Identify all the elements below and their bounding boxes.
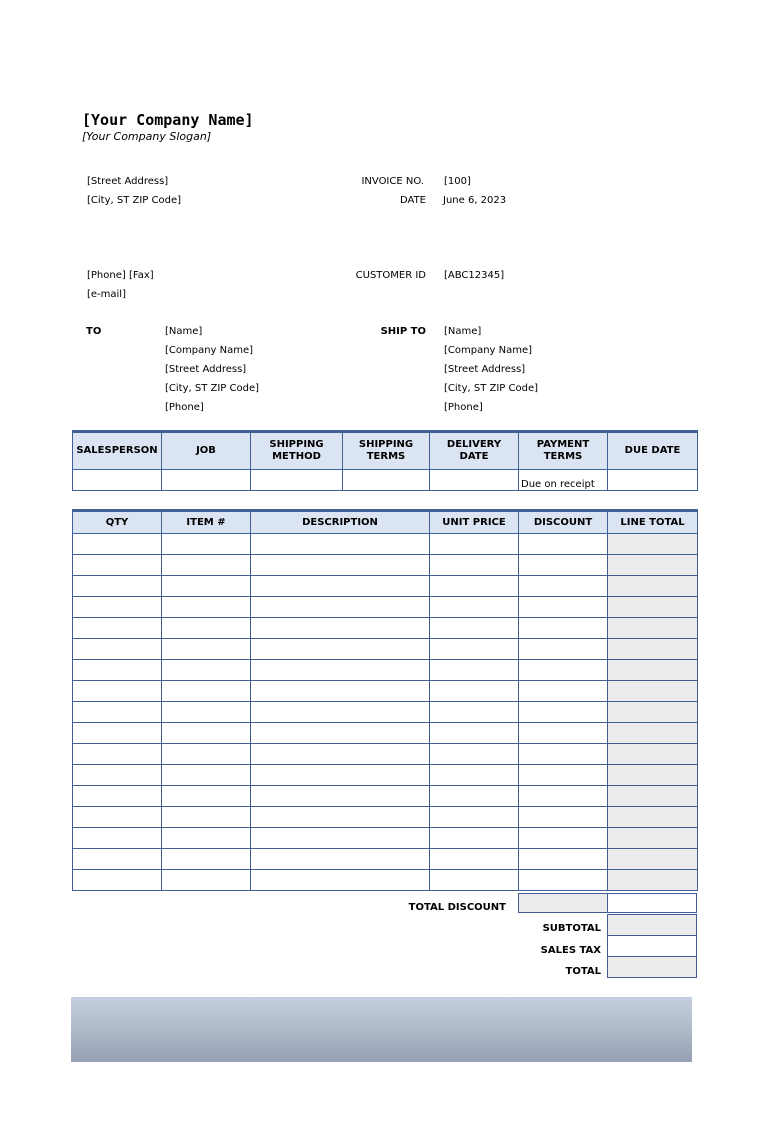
salesperson-cell[interactable]	[73, 470, 162, 491]
ship-to-label: SHIP TO	[380, 326, 426, 337]
unit-price-cell[interactable]	[430, 660, 519, 681]
sales-tax-label: SALES TAX	[540, 945, 601, 956]
description-cell[interactable]	[251, 555, 430, 576]
description-cell[interactable]	[251, 828, 430, 849]
unit-price-cell[interactable]	[430, 807, 519, 828]
unit-price-cell[interactable]	[430, 534, 519, 555]
table-row	[73, 849, 698, 870]
total-label: TOTAL	[565, 966, 601, 977]
item-number-cell[interactable]	[162, 534, 251, 555]
invoice-date-label: DATE	[399, 195, 426, 206]
qty-cell[interactable]	[73, 618, 162, 639]
due-date-cell[interactable]	[608, 470, 698, 491]
description-cell[interactable]	[251, 660, 430, 681]
discount-cell[interactable]	[519, 786, 608, 807]
discount-cell[interactable]	[519, 849, 608, 870]
line-total-cell	[608, 576, 698, 597]
description-cell[interactable]	[251, 870, 430, 891]
item-number-cell[interactable]	[162, 723, 251, 744]
unit-price-cell[interactable]	[430, 702, 519, 723]
discount-cell[interactable]	[519, 555, 608, 576]
qty-cell[interactable]	[73, 660, 162, 681]
table-row	[73, 534, 698, 555]
unit-price-cell[interactable]	[430, 639, 519, 660]
line-total-header: LINE TOTAL	[608, 511, 698, 534]
discount-cell[interactable]	[519, 681, 608, 702]
to-phone: [Phone]	[165, 402, 204, 413]
description-cell[interactable]	[251, 576, 430, 597]
unit-price-cell[interactable]	[430, 765, 519, 786]
discount-cell[interactable]	[519, 618, 608, 639]
table-row	[73, 639, 698, 660]
ship-to-street: [Street Address]	[444, 364, 526, 375]
company-email: [e-mail]	[87, 289, 126, 300]
qty-cell[interactable]	[73, 681, 162, 702]
qty-cell[interactable]	[73, 786, 162, 807]
delivery-date-cell[interactable]	[430, 470, 519, 491]
line-total-cell	[608, 639, 698, 660]
line-total-cell	[608, 555, 698, 576]
description-cell[interactable]	[251, 702, 430, 723]
delivery-date-header: DELIVERY DATE	[430, 432, 519, 470]
table-row	[73, 681, 698, 702]
description-cell[interactable]	[251, 807, 430, 828]
line-total-cell	[608, 870, 698, 891]
unit-price-cell[interactable]	[430, 576, 519, 597]
item-number-cell[interactable]	[162, 702, 251, 723]
discount-cell[interactable]	[519, 807, 608, 828]
line-items-table	[72, 509, 698, 891]
line-total-cell	[608, 765, 698, 786]
discount-cell[interactable]	[519, 723, 608, 744]
description-cell[interactable]	[251, 723, 430, 744]
discount-cell[interactable]	[519, 744, 608, 765]
unit-price-cell[interactable]	[430, 555, 519, 576]
table-row	[73, 828, 698, 849]
table-row	[73, 597, 698, 618]
line-total-cell	[608, 534, 698, 555]
table-row	[73, 555, 698, 576]
shipping-method-header: SHIPPING METHOD	[251, 432, 343, 470]
unit-price-cell[interactable]	[430, 597, 519, 618]
table-row	[73, 576, 698, 597]
sales-tax-value[interactable]	[607, 935, 697, 957]
line-total-cell	[608, 828, 698, 849]
line-total-cell	[608, 723, 698, 744]
item-number-cell[interactable]	[162, 786, 251, 807]
ship-to-company: [Company Name]	[444, 345, 533, 356]
table-row	[73, 660, 698, 681]
total-value[interactable]	[607, 956, 697, 978]
line-total-cell	[608, 786, 698, 807]
to-label: TO	[86, 326, 102, 337]
qty-cell[interactable]	[73, 534, 162, 555]
unit-price-cell[interactable]	[430, 870, 519, 891]
discount-cell[interactable]	[519, 534, 608, 555]
discount-cell[interactable]	[519, 639, 608, 660]
unit-price-cell[interactable]	[430, 723, 519, 744]
description-cell[interactable]	[251, 597, 430, 618]
description-cell[interactable]	[251, 765, 430, 786]
discount-cell[interactable]	[519, 765, 608, 786]
table-row	[73, 744, 698, 765]
to-street: [Street Address]	[165, 364, 247, 375]
description-cell[interactable]	[251, 618, 430, 639]
qty-cell[interactable]	[73, 639, 162, 660]
payment-terms-cell[interactable]: Due on receipt	[519, 470, 608, 491]
line-total-cell	[608, 849, 698, 870]
line-total-cell	[608, 597, 698, 618]
discount-cell[interactable]	[519, 576, 608, 597]
shipping-terms-header: SHIPPING TERMS	[343, 432, 430, 470]
qty-header: QTY	[73, 511, 162, 534]
table-row	[73, 618, 698, 639]
description-cell[interactable]	[251, 534, 430, 555]
line-total-cell	[608, 681, 698, 702]
total-discount-blank	[607, 893, 697, 913]
company-slogan: [Your Company Slogan]	[82, 130, 212, 143]
item-number-cell[interactable]	[162, 681, 251, 702]
description-cell[interactable]	[251, 744, 430, 765]
to-name: [Name]	[165, 326, 203, 337]
job-cell[interactable]	[162, 470, 251, 491]
ship-to-phone: [Phone]	[444, 402, 483, 413]
qty-cell[interactable]	[73, 870, 162, 891]
table-row	[73, 807, 698, 828]
item-number-cell[interactable]	[162, 576, 251, 597]
customer-id-value: [ABC12345]	[444, 270, 505, 281]
qty-cell[interactable]	[73, 702, 162, 723]
line-total-cell	[608, 807, 698, 828]
description-cell[interactable]	[251, 849, 430, 870]
description-header: DESCRIPTION	[251, 511, 430, 534]
item-number-header: ITEM #	[162, 511, 251, 534]
invoice-no-label: INVOICE NO.	[361, 176, 424, 187]
subtotal-label: SUBTOTAL	[542, 923, 601, 934]
item-number-cell[interactable]	[162, 849, 251, 870]
item-number-cell[interactable]	[162, 555, 251, 576]
total-discount-value[interactable]	[518, 893, 608, 913]
line-total-cell	[608, 618, 698, 639]
company-street: [Street Address]	[87, 176, 169, 187]
discount-cell[interactable]	[519, 828, 608, 849]
qty-cell[interactable]	[73, 576, 162, 597]
shipping-terms-cell[interactable]	[343, 470, 430, 491]
discount-cell[interactable]	[519, 597, 608, 618]
payment-terms-header: PAYMENT TERMS	[519, 432, 608, 470]
ship-to-city: [City, ST ZIP Code]	[444, 383, 539, 394]
item-number-cell[interactable]	[162, 807, 251, 828]
line-total-cell	[608, 660, 698, 681]
line-total-cell	[608, 744, 698, 765]
qty-cell[interactable]	[73, 807, 162, 828]
unit-price-cell[interactable]	[430, 618, 519, 639]
item-number-cell[interactable]	[162, 639, 251, 660]
table-row	[73, 786, 698, 807]
table-row	[73, 765, 698, 786]
company-phone-fax: [Phone] [Fax]	[87, 270, 154, 281]
item-number-cell[interactable]	[162, 744, 251, 765]
qty-cell[interactable]	[73, 828, 162, 849]
table-row	[73, 870, 698, 891]
discount-header: DISCOUNT	[519, 511, 608, 534]
ship-to-name: [Name]	[444, 326, 482, 337]
due-date-header: DUE DATE	[608, 432, 698, 470]
unit-price-cell[interactable]	[430, 828, 519, 849]
unit-price-cell[interactable]	[430, 786, 519, 807]
shipping-method-cell[interactable]	[251, 470, 343, 491]
unit-price-header: UNIT PRICE	[430, 511, 519, 534]
description-cell[interactable]	[251, 639, 430, 660]
unit-price-cell[interactable]	[430, 849, 519, 870]
qty-cell[interactable]	[73, 765, 162, 786]
qty-cell[interactable]	[73, 849, 162, 870]
description-cell[interactable]	[251, 786, 430, 807]
item-number-cell[interactable]	[162, 618, 251, 639]
table-row	[73, 702, 698, 723]
order-info-table	[72, 430, 698, 491]
item-number-cell[interactable]	[162, 828, 251, 849]
description-cell[interactable]	[251, 681, 430, 702]
unit-price-cell[interactable]	[430, 744, 519, 765]
item-number-cell[interactable]	[162, 660, 251, 681]
company-city: [City, ST ZIP Code]	[87, 195, 182, 206]
item-number-cell[interactable]	[162, 597, 251, 618]
discount-cell[interactable]	[519, 702, 608, 723]
qty-cell[interactable]	[73, 555, 162, 576]
item-number-cell[interactable]	[162, 870, 251, 891]
table-row	[73, 723, 698, 744]
to-city: [City, ST ZIP Code]	[165, 383, 260, 394]
item-number-cell[interactable]	[162, 765, 251, 786]
to-company: [Company Name]	[165, 345, 254, 356]
qty-cell[interactable]	[73, 723, 162, 744]
subtotal-value[interactable]	[607, 914, 697, 936]
line-total-cell	[608, 702, 698, 723]
company-name: [Your Company Name]	[82, 111, 254, 129]
customer-id-label: CUSTOMER ID	[355, 270, 426, 281]
invoice-date-value: June 6, 2023	[443, 195, 507, 206]
salesperson-header: SALESPERSON	[73, 432, 162, 470]
discount-cell[interactable]	[519, 660, 608, 681]
qty-cell[interactable]	[73, 744, 162, 765]
unit-price-cell[interactable]	[430, 681, 519, 702]
footer-band	[71, 997, 692, 1062]
total-discount-label: TOTAL DISCOUNT	[408, 902, 506, 913]
job-header: JOB	[162, 432, 251, 470]
qty-cell[interactable]	[73, 597, 162, 618]
discount-cell[interactable]	[519, 870, 608, 891]
invoice-no-value: [100]	[444, 176, 471, 187]
